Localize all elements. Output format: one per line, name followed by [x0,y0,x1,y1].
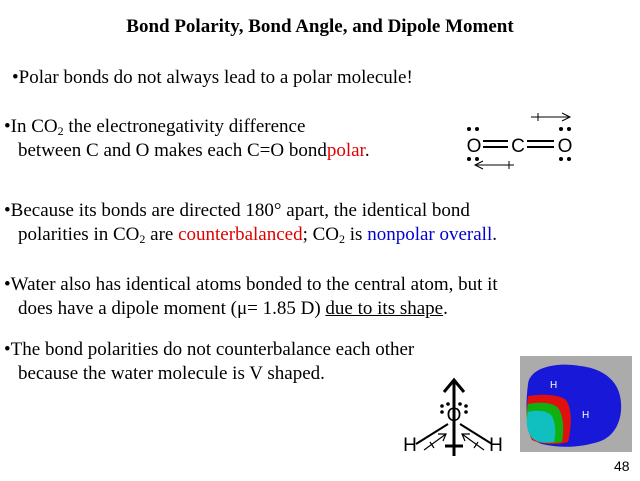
atom-o-right: O [557,136,573,157]
bullet-co2: •In $CO_2$ the electronegativity difference between C and O makes each C=O bondpolar. [4,116,370,161]
bullet-dot: • [4,339,11,360]
bullet-bond-angle: •Because its bonds are directed 180° apart, the identical bond polarities in $CO_2$ are counterbalanced; $CO_2$ is nonpolar overall. [4,200,497,246]
shape-term: due to its shape [325,298,444,319]
bullet-dot: • [4,200,11,221]
bullet-dot: • [12,67,19,88]
mu-symbol: μ [236,298,248,319]
bullet-v-shape: •The bond polarities do not counterbalance each other because the water molecule is V shaped. [4,339,415,384]
dipole-arrow-left [475,161,514,169]
counterbalanced-term: counterbalanced [178,224,303,245]
nonpolar-term: nonpolar overall [367,224,493,245]
atom-c: C [511,136,525,157]
map-label-h-top: H [550,380,558,391]
atom-h-left: H [403,435,417,456]
dipole-arrow-right [531,113,570,121]
slide-title: Bond Polarity, Bond Angle, and Dipole Moment [126,16,514,37]
atom-h-right: H [489,435,503,456]
atom-o-left: O [466,136,482,157]
bullet-water-dipole: •Water also has identical atoms bonded to the central atom, but it does have a dipole moment (μ= 1.85 D) due to its shape. [4,274,498,319]
bullet-text: Polar bonds do not always lead to a polar molecule! [18,67,413,88]
polar-term: polar [326,140,365,161]
water-structure [392,374,514,464]
atom-o: O [446,405,462,426]
bullet-dot: • [4,274,11,295]
bullet-polar-bonds [12,66,413,90]
electrostatic-potential-map [520,356,632,452]
co2-structure [458,108,588,178]
page-number: 48 [614,458,630,474]
bullet-dot: • [4,116,11,137]
map-label-h-right: H [582,410,590,421]
